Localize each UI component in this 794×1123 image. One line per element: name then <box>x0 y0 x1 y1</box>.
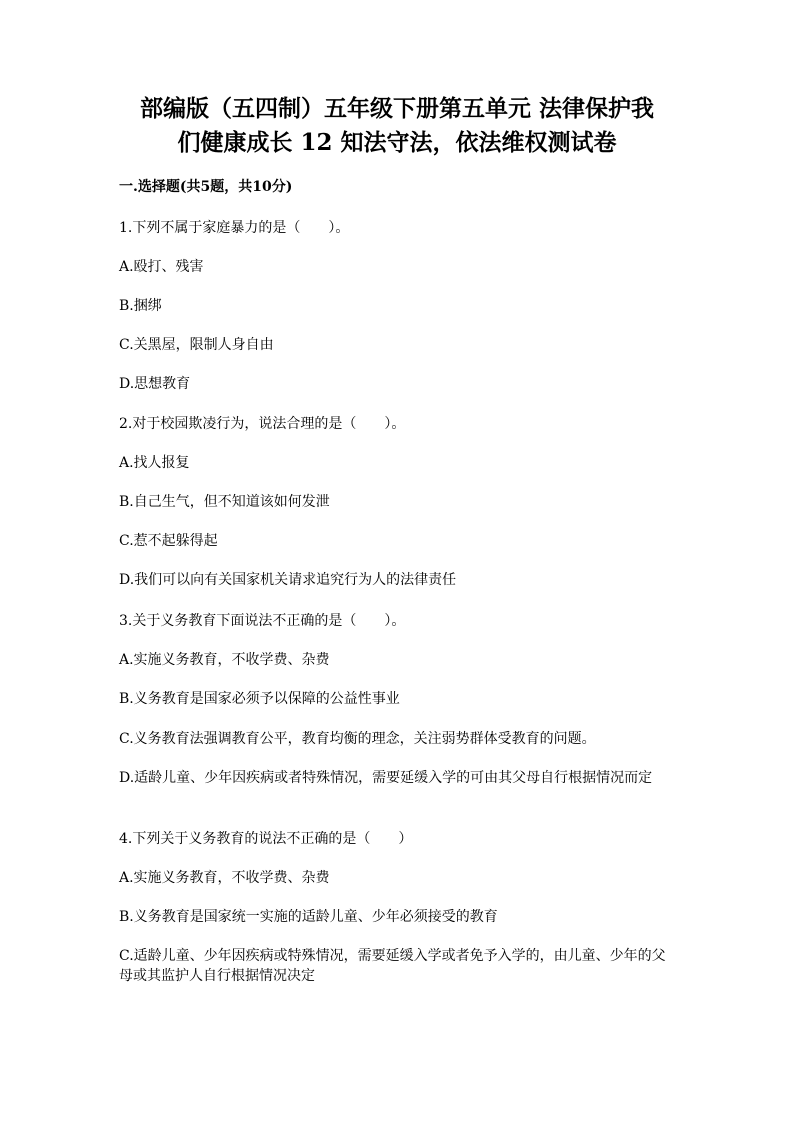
question-2-option-c: C.惹不起躲得起 <box>119 533 218 549</box>
title-line-2: 们健康成长 12 知法守法，依法维权测试卷 <box>177 129 617 156</box>
question-1-option-b: B.捆绑 <box>119 298 162 314</box>
question-4-option-a: A.实施义务教育，不收学费、杂费 <box>119 870 330 886</box>
question-3-option-b: B.义务教育是国家必须予以保障的公益性事业 <box>119 691 400 707</box>
question-2-option-a: A.找人报复 <box>119 455 190 471</box>
question-4-stem: 4.下列关于义务教育的说法不正确的是（ ） <box>119 831 413 847</box>
question-1-option-d: D.思想教育 <box>119 376 191 392</box>
question-3-option-a: A.实施义务教育，不收学费、杂费 <box>119 652 330 668</box>
question-1-option-a: A.殴打、残害 <box>119 259 204 275</box>
question-3-option-c: C.义务教育法强调教育公平，教育均衡的理念，关注弱势群体受教育的问题。 <box>119 731 596 747</box>
question-2-option-b: B.自己生气，但不知道该如何发泄 <box>119 494 330 510</box>
question-1-option-c: C.关黑屋，限制人身自由 <box>119 337 274 353</box>
question-3-option-d: D.适龄儿童、少年因疾病或者特殊情况，需要延缓入学的可由其父母自行根据情况而定 <box>119 770 653 786</box>
document-title <box>100 92 694 160</box>
question-1-stem: 1.下列不属于家庭暴力的是（ ）。 <box>119 220 350 236</box>
question-2-stem: 2.对于校园欺凌行为，说法合理的是（ ）。 <box>119 416 406 432</box>
title-line-1: 部编版（五四制）五年级下册第五单元 法律保护我 <box>139 95 654 122</box>
question-3-stem: 3.关于义务教育下面说法不正确的是（ ）。 <box>119 613 406 629</box>
section-heading: 一.选择题(共5题，共10分) <box>119 179 293 195</box>
question-4-option-c: C.适龄儿童、少年因疾病或特殊情况，需要延缓入学或者免予入学的，由儿童、少年的父母或其监护人自行根据情况决定 <box>119 948 666 984</box>
question-2-option-d: D.我们可以向有关国家机关请求追究行为人的法律责任 <box>119 572 457 588</box>
question-4-option-b: B.义务教育是国家统一实施的适龄儿童、少年必须接受的教育 <box>119 909 498 925</box>
